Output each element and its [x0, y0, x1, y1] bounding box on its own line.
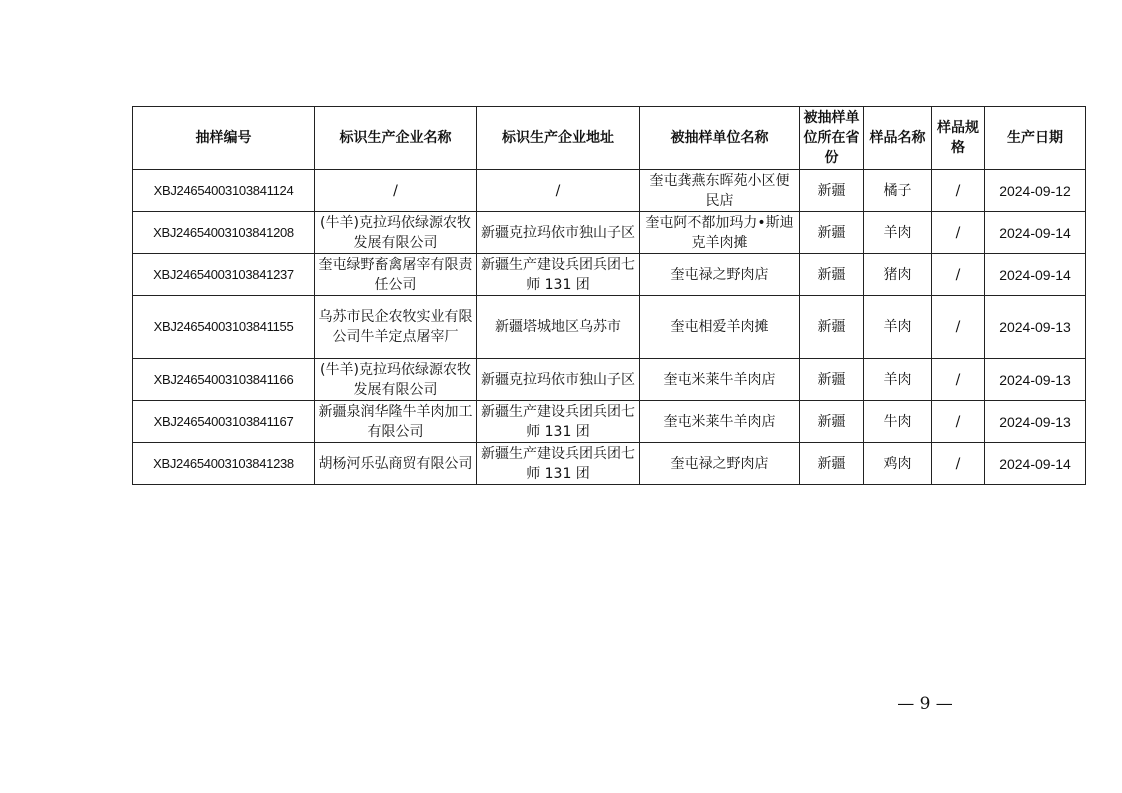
- cell-province: 新疆: [800, 296, 864, 359]
- cell-manufacturer-name: /: [315, 170, 477, 212]
- cell-sample-number: XBJ24654003103841237: [133, 254, 315, 296]
- cell-sampled-unit-name: 奎屯禄之野肉店: [640, 254, 800, 296]
- header-sample-name: 样品名称: [864, 107, 932, 170]
- cell-sampled-unit-name: 奎屯禄之野肉店: [640, 443, 800, 485]
- cell-manufacturer-address: /: [477, 170, 640, 212]
- cell-sample-name: 羊肉: [864, 212, 932, 254]
- table-row: [133, 296, 1086, 359]
- table-row: [133, 170, 1086, 212]
- cell-production-date: 2024-09-12: [985, 170, 1086, 212]
- cell-production-date: 2024-09-14: [985, 443, 1086, 485]
- cell-sample-name: 鸡肉: [864, 443, 932, 485]
- cell-sample-spec: /: [932, 359, 985, 401]
- cell-production-date: 2024-09-13: [985, 401, 1086, 443]
- sampling-results-table: [132, 106, 1086, 485]
- page-number: — 9 —: [897, 694, 953, 714]
- cell-province: 新疆: [800, 443, 864, 485]
- cell-manufacturer-address: 新疆克拉玛依市独山子区: [477, 359, 640, 401]
- cell-sample-number: XBJ24654003103841124: [133, 170, 315, 212]
- cell-sample-name: 橘子: [864, 170, 932, 212]
- cell-manufacturer-name: (牛羊)克拉玛依绿源农牧发展有限公司: [315, 359, 477, 401]
- cell-sample-spec: /: [932, 443, 985, 485]
- cell-production-date: 2024-09-14: [985, 254, 1086, 296]
- cell-production-date: 2024-09-14: [985, 212, 1086, 254]
- cell-sample-spec: /: [932, 170, 985, 212]
- cell-manufacturer-address: 新疆生产建设兵团兵团七师 131 团: [477, 254, 640, 296]
- cell-sample-number: XBJ24654003103841155: [133, 296, 315, 359]
- cell-sample-name: 牛肉: [864, 401, 932, 443]
- header-sampled-unit-province: 被抽样单位所在省份: [800, 107, 864, 170]
- cell-sampled-unit-name: 奎屯阿不都加玛力•斯迪克羊肉摊: [640, 212, 800, 254]
- cell-manufacturer-name: 新疆泉润华隆牛羊肉加工有限公司: [315, 401, 477, 443]
- header-sample-number: 抽样编号: [133, 107, 315, 170]
- table-header-row: [133, 107, 1086, 170]
- cell-province: 新疆: [800, 254, 864, 296]
- cell-production-date: 2024-09-13: [985, 296, 1086, 359]
- cell-province: 新疆: [800, 170, 864, 212]
- cell-manufacturer-address: 新疆塔城地区乌苏市: [477, 296, 640, 359]
- cell-production-date: 2024-09-13: [985, 359, 1086, 401]
- cell-sampled-unit-name: 奎屯米莱牛羊肉店: [640, 359, 800, 401]
- header-sample-spec: 样品规格: [932, 107, 985, 170]
- header-production-date: 生产日期: [985, 107, 1086, 170]
- cell-manufacturer-name: 奎屯绿野畜禽屠宰有限责任公司: [315, 254, 477, 296]
- cell-province: 新疆: [800, 212, 864, 254]
- cell-manufacturer-name: 乌苏市民企农牧实业有限公司牛羊定点屠宰厂: [315, 296, 477, 359]
- cell-sample-number: XBJ24654003103841208: [133, 212, 315, 254]
- header-sampled-unit-name: 被抽样单位名称: [640, 107, 800, 170]
- header-manufacturer-address: 标识生产企业地址: [477, 107, 640, 170]
- cell-sample-spec: /: [932, 254, 985, 296]
- cell-sample-spec: /: [932, 401, 985, 443]
- cell-sample-number: XBJ24654003103841166: [133, 359, 315, 401]
- cell-sample-number: XBJ24654003103841167: [133, 401, 315, 443]
- cell-sample-name: 羊肉: [864, 359, 932, 401]
- cell-sampled-unit-name: 奎屯龚燕东晖苑小区便民店: [640, 170, 800, 212]
- cell-sampled-unit-name: 奎屯相爱羊肉摊: [640, 296, 800, 359]
- cell-manufacturer-address: 新疆生产建设兵团兵团七师 131 团: [477, 401, 640, 443]
- cell-manufacturer-address: 新疆生产建设兵团兵团七师 131 团: [477, 443, 640, 485]
- cell-province: 新疆: [800, 401, 864, 443]
- cell-sampled-unit-name: 奎屯米莱牛羊肉店: [640, 401, 800, 443]
- table-row: [133, 401, 1086, 443]
- table-row: [133, 212, 1086, 254]
- cell-sample-number: XBJ24654003103841238: [133, 443, 315, 485]
- table-row: [133, 359, 1086, 401]
- cell-province: 新疆: [800, 359, 864, 401]
- table-row: [133, 443, 1086, 485]
- cell-sample-spec: /: [932, 296, 985, 359]
- header-manufacturer-name: 标识生产企业名称: [315, 107, 477, 170]
- cell-manufacturer-name: (牛羊)克拉玛依绿源农牧发展有限公司: [315, 212, 477, 254]
- table-row: [133, 254, 1086, 296]
- cell-sample-name: 羊肉: [864, 296, 932, 359]
- cell-manufacturer-name: 胡杨河乐弘商贸有限公司: [315, 443, 477, 485]
- cell-sample-name: 猪肉: [864, 254, 932, 296]
- cell-sample-spec: /: [932, 212, 985, 254]
- cell-manufacturer-address: 新疆克拉玛依市独山子区: [477, 212, 640, 254]
